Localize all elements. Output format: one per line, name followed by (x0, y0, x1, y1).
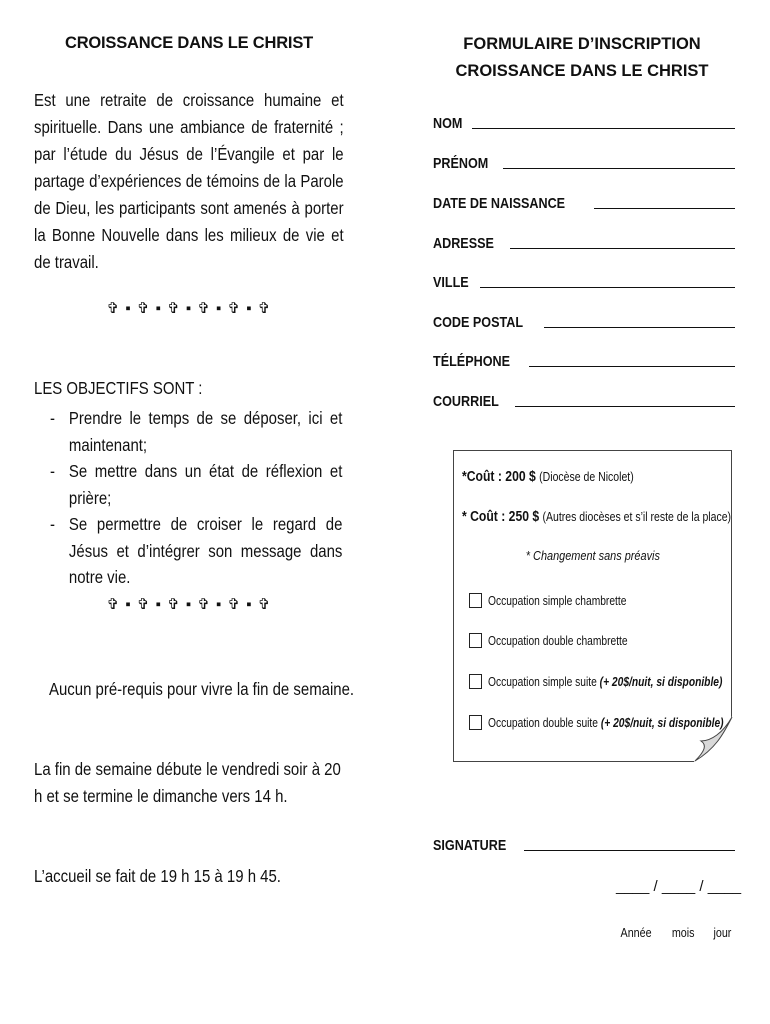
address-input-line[interactable] (510, 247, 735, 249)
email-input-line[interactable] (515, 405, 735, 407)
cost-box (453, 450, 732, 762)
birthdate-label: DATE DE NAISSANCE (433, 195, 566, 212)
signature-field[interactable] (433, 832, 735, 854)
birthdate-input-line[interactable] (594, 207, 735, 209)
date-year-label: Année (620, 926, 652, 940)
postal-code-input-line[interactable] (544, 326, 735, 328)
option-label: Occupation double chambrette (488, 633, 628, 648)
left-title: CROISSANCE DANS LE CHRIST (64, 34, 314, 52)
option-extra: (+ 20$/nuit, si disponible) (600, 715, 724, 730)
firstname-label: PRÉNOM (433, 155, 489, 172)
cross-divider-2: ✞ ▪ ✞ ▪ ✞ ▪ ✞ ▪ ✞ ▪ ✞ (106, 596, 272, 613)
price-change-notice-text: * Changement sans préavis (525, 548, 660, 563)
cost-2-label: * Coût : 250 $ (462, 509, 540, 525)
cost-line-2 (462, 509, 731, 525)
option-label: Occupation simple suite (+ 20$/nuit, si disponible) (488, 674, 723, 689)
address-label: ADRESSE (433, 235, 494, 252)
option-label: Occupation double suite (+ 20$/nuit, si disponible) (488, 715, 724, 730)
date-month-label: mois (671, 926, 695, 940)
checkbox[interactable] (469, 715, 482, 730)
date-day-label: jour (713, 926, 732, 940)
objectives-title: LES OBJECTIFS SONT : (34, 378, 203, 398)
cost-1-label: *Coût : 200 $ (462, 469, 536, 485)
postal-code-label: CODE POSTAL (433, 314, 524, 331)
city-input-line[interactable] (480, 286, 735, 288)
cross-divider-1: ✞ ▪ ✞ ▪ ✞ ▪ ✞ ▪ ✞ ▪ ✞ (106, 300, 272, 317)
option-extra: (+ 20$/nuit, si disponible) (599, 674, 723, 689)
form-title (432, 31, 732, 85)
cost-1-note: (Diocèse de Nicolet) (539, 470, 634, 484)
objectives-list (50, 405, 342, 591)
firstname-field[interactable] (433, 150, 735, 172)
form-title-line-2: CROISSANCE DANS LE CHRIST (455, 62, 709, 80)
cost-2-note: (Autres diocèses et s’il reste de la place) (542, 510, 732, 524)
email-label: COURRIEL (433, 393, 499, 410)
city-label: VILLE (433, 274, 469, 291)
objective-item: - Prendre le temps de se déposer, ici et maintenant; (50, 405, 342, 458)
option-label: Occupation simple chambrette (488, 593, 627, 608)
address-field[interactable] (433, 230, 735, 252)
postal-code-field[interactable] (433, 309, 735, 331)
name-label: NOM (433, 115, 463, 132)
phone-field[interactable] (433, 348, 735, 370)
checkbox[interactable] (469, 674, 482, 689)
form-title-line-1: FORMULAIRE D’INSCRIPTION (463, 35, 701, 53)
phone-label: TÉLÉPHONE (433, 353, 511, 370)
option-double-chambrette[interactable] (469, 633, 658, 648)
option-simple-chambrette[interactable] (469, 593, 657, 608)
firstname-input-line[interactable] (503, 167, 735, 169)
page-curl-icon (693, 715, 733, 763)
checkbox[interactable] (469, 633, 482, 648)
birthdate-field[interactable] (433, 190, 735, 212)
email-field[interactable] (433, 388, 735, 410)
price-change-notice (454, 548, 731, 563)
objective-item: - Se mettre dans un état de réflexion et prière; (50, 458, 342, 511)
date-labels (618, 926, 733, 940)
prerequisite-text: Aucun pré-requis pour vivre la fin de semaine. (49, 679, 355, 699)
option-simple-suite[interactable] (469, 674, 770, 689)
signature-label: SIGNATURE (433, 837, 507, 854)
schedule-text: La fin de semaine débute le vendredi soir à 20 h et se termine le dimanche vers 14 h. (34, 759, 341, 806)
welcome-text: L’accueil se fait de 19 h 15 à 19 h 45. (34, 866, 281, 886)
intro-paragraph: Est une retraite de croissance humaine et spirituelle. Dans une ambiance de fraternité ; par l’étude du Jésus de l’Évangile et par le partage d’expériences de témoins de la Parole de Dieu, les participants sont amenés à porter la Bonne Nouvelle dans les milieux de vie et de travail. (34, 90, 344, 272)
name-input-line[interactable] (472, 127, 735, 129)
cost-line-1 (462, 469, 634, 485)
city-field[interactable] (433, 269, 735, 291)
phone-input-line[interactable] (529, 365, 735, 367)
checkbox[interactable] (469, 593, 482, 608)
signature-input-line[interactable] (524, 849, 735, 851)
objective-item: - Se permettre de croiser le regard de Jésus et d’intégrer son message dans notre vie. (50, 511, 342, 591)
name-field[interactable] (433, 110, 735, 132)
date-input[interactable]: ____ / ____ / ____ (616, 878, 742, 895)
